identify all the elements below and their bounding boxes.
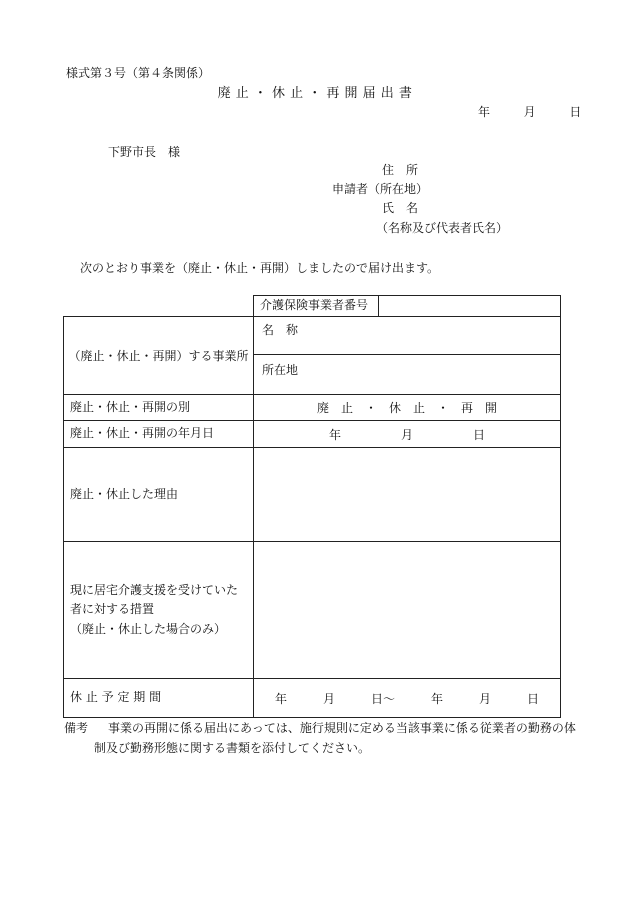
office-address-label[interactable]: 所在地 (254, 355, 561, 395)
reason-field[interactable] (254, 448, 561, 542)
date-year-label: 年 (478, 105, 491, 119)
measures-label-line3: （廃止・休止した場合のみ） (70, 621, 227, 636)
empty-cell (64, 296, 254, 317)
table-row (64, 542, 561, 679)
measures-label-line1: 現に居宅介護支援を受けていた (70, 583, 239, 598)
date-label: 廃止・休止・再開の年月日 (64, 421, 254, 448)
provider-number-label: 介護保険事業者番号 (254, 296, 379, 317)
measures-label-line2: 者に対する措置 (70, 602, 155, 617)
office-name-label[interactable]: 名 称 (254, 317, 561, 355)
applicant-name-label: 氏 名 (382, 201, 419, 215)
table-row (64, 296, 561, 317)
table-row (64, 448, 561, 542)
type-label: 廃止・休止・再開の別 (64, 395, 254, 421)
date-day-label: 日 (569, 105, 582, 119)
provider-number-field[interactable] (379, 296, 561, 317)
remarks-line2: 制及び勤務形態に関する書類を添付してください。 (94, 741, 371, 755)
document-title: 廃 止 ・ 休 止 ・ 再 開 届 出 書 (217, 86, 413, 101)
measures-field[interactable] (254, 542, 561, 679)
table-row (64, 421, 561, 448)
date-month-label: 月 (523, 105, 536, 119)
addressee: 下野市長 様 (108, 145, 181, 159)
period-label: 休 止 予 定 期 間 (64, 679, 254, 718)
measures-label (64, 542, 254, 679)
form-number: 様式第３号（第４条関係） (66, 66, 211, 80)
statement-text: 次のとおり事業を（廃止・休止・再開）しましたので届け出ます。 (80, 261, 440, 275)
notification-table (63, 295, 561, 718)
applicant-label: 申請者（所在地） (332, 182, 429, 196)
type-options[interactable]: 廃 止 ・ 休 止 ・ 再 開 (254, 395, 561, 421)
remarks-line1: 事業の再開に係る届出にあっては、施行規則に定める当該事業に係る従業者の勤務の体 (108, 721, 576, 735)
office-label: （廃止・休止・再開）する事業所 (64, 317, 254, 395)
reason-label: 廃止・休止した理由 (64, 448, 254, 542)
applicant-address-label: 住 所 (382, 163, 419, 177)
date-field[interactable]: 年 月 日 (254, 421, 561, 448)
table-row (64, 395, 561, 421)
applicant-name-note: （名称及び代表者氏名） (376, 221, 509, 235)
remarks-label: 備考 (64, 721, 89, 735)
submission-date (478, 106, 581, 118)
table-row (64, 679, 561, 718)
period-field[interactable]: 年 月 日～ 年 月 日 (254, 679, 561, 718)
table-row (64, 317, 561, 355)
